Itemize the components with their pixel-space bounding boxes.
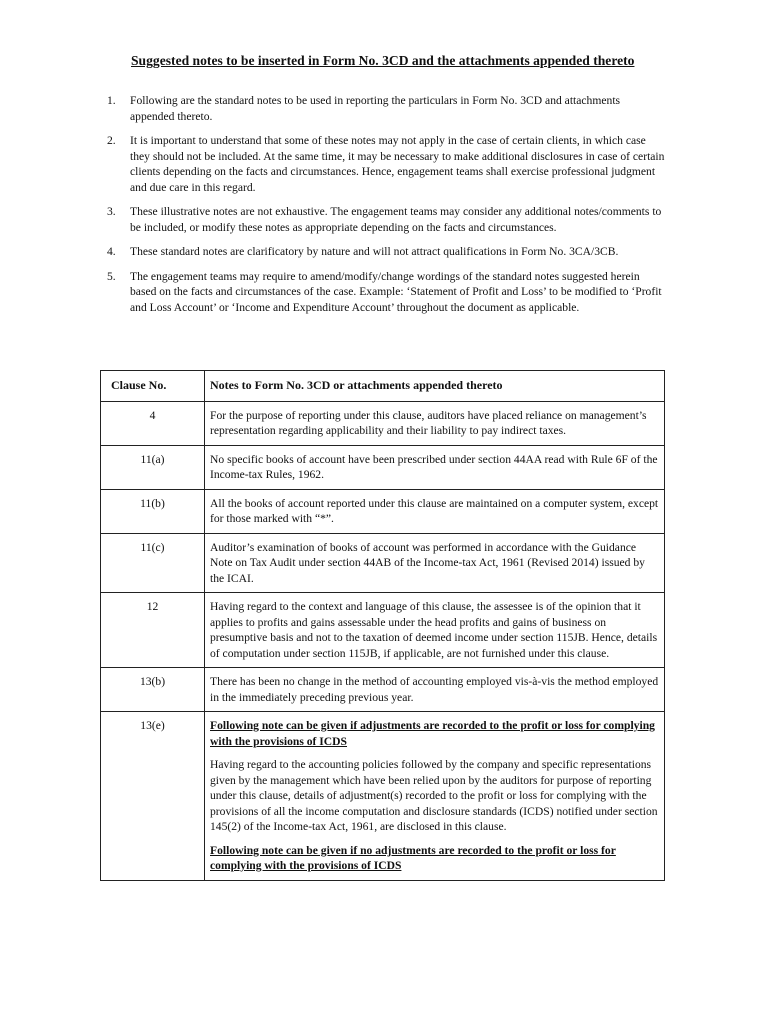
clause-notes-table: [100, 370, 665, 881]
clause-number: 12: [101, 593, 205, 668]
item-number: 3.: [107, 205, 116, 218]
clause-note: Auditor’s examination of books of account was performed in accordance with the Guidance Note on Tax Audit under section 44AB of the Income-tax Act, 1961 (Revised 2014) issued by the ICAI.: [205, 533, 665, 593]
clause-number: 13(e): [101, 712, 205, 881]
instruction-item: [107, 133, 667, 195]
item-text: The engagement teams may require to amend/modify/change wordings of the standard notes suggested herein based on the facts and circumstances of the case. Example: ‘Statement of Profit and Loss’ to be modified to ‘Profit and Loss Account’ or ‘Income and Expenditure Account’ throughout the document as applicable.: [130, 269, 662, 314]
clause-number: 11(c): [101, 533, 205, 593]
table-row: [101, 401, 665, 445]
clause-note: No specific books of account have been prescribed under section 44AA read with Rule 6F of the Income-tax Rules, 1962.: [205, 445, 665, 489]
item-text: Following are the standard notes to be used in reporting the particulars in Form No. 3CD and attachments appended thereto.: [130, 94, 621, 123]
header-notes: Notes to Form No. 3CD or attachments appended thereto: [205, 371, 665, 402]
table-row: [101, 489, 665, 533]
instruction-item: [107, 93, 667, 124]
item-number: 1.: [107, 94, 116, 107]
instruction-item: [107, 204, 667, 235]
conditional-heading: Following note can be given if no adjustments are recorded to the profit or loss for complying with the provisions of ICDS: [210, 843, 616, 872]
table-row: [101, 593, 665, 668]
item-number: 2.: [107, 134, 116, 147]
document-title: Suggested notes to be inserted in Form No. 3CD and the attachments appended thereto: [131, 53, 635, 68]
clause-note: There has been no change in the method of accounting employed vis-à-vis the method employed in the immediately preceding previous year.: [205, 668, 665, 712]
instruction-item: [107, 269, 667, 316]
clause-note: All the books of account reported under this clause are maintained on a computer system, except for those marked with “*”.: [205, 489, 665, 533]
item-number: 5.: [107, 269, 116, 283]
table-row: [101, 533, 665, 593]
table-row: [101, 445, 665, 489]
table-row: [101, 712, 665, 881]
clause-number: 4: [101, 401, 205, 445]
header-clause-no: Clause No.: [101, 371, 205, 402]
table-header-row: [101, 371, 665, 402]
clause-note-text: Having regard to the accounting policies followed by the company and specific representations given by the management which have been relied upon by the auditors for purpose of reporting under this clause, details of adjustment(s) recorded to the profit or loss for complying with the provisions of all the income computation and disclosure standards (ICDS) notified under section 145(2) of the Income-tax Act, 1961, are disclosed in this clause.: [210, 758, 658, 833]
table-row: [101, 668, 665, 712]
clause-number: 11(b): [101, 489, 205, 533]
item-text: These illustrative notes are not exhaustive. The engagement teams may consider any additional notes/comments to be included, or modify these notes as appropriate depending on the facts and circumstances.: [130, 205, 662, 234]
instructions-list: [107, 93, 667, 324]
item-text: It is important to understand that some of these notes may not apply in the case of certain clients, in which case they should not be included. At the same time, it may be necessary to make additional disclosures in case of certain clients depending on the facts and circumstances. Hence, engagement teams shall exercise professional judgment and due care in this regard.: [130, 134, 665, 194]
clause-number: 13(b): [101, 668, 205, 712]
clause-number: 11(a): [101, 445, 205, 489]
item-number: 4.: [107, 245, 116, 258]
clause-note: For the purpose of reporting under this clause, auditors have placed reliance on management’s representation regarding applicability and their liability to pay indirect taxes.: [205, 401, 665, 445]
clause-note: [205, 712, 665, 881]
instruction-item: [107, 244, 667, 260]
conditional-heading: Following note can be given if adjustments are recorded to the profit or loss for complying with the provisions of ICDS: [210, 719, 655, 748]
clause-note: Having regard to the context and language of this clause, the assessee is of the opinion that it applies to profits and gains assessable under the head profits and gains of business on presumptive basis and not to the taxation of deemed income under section 115JB. Hence, details of computation under section 115JB, if applicable, are not furnished under this clause.: [205, 593, 665, 668]
item-text: These standard notes are clarificatory by nature and will not attract qualifications in Form No. 3CA/3CB.: [130, 245, 619, 258]
